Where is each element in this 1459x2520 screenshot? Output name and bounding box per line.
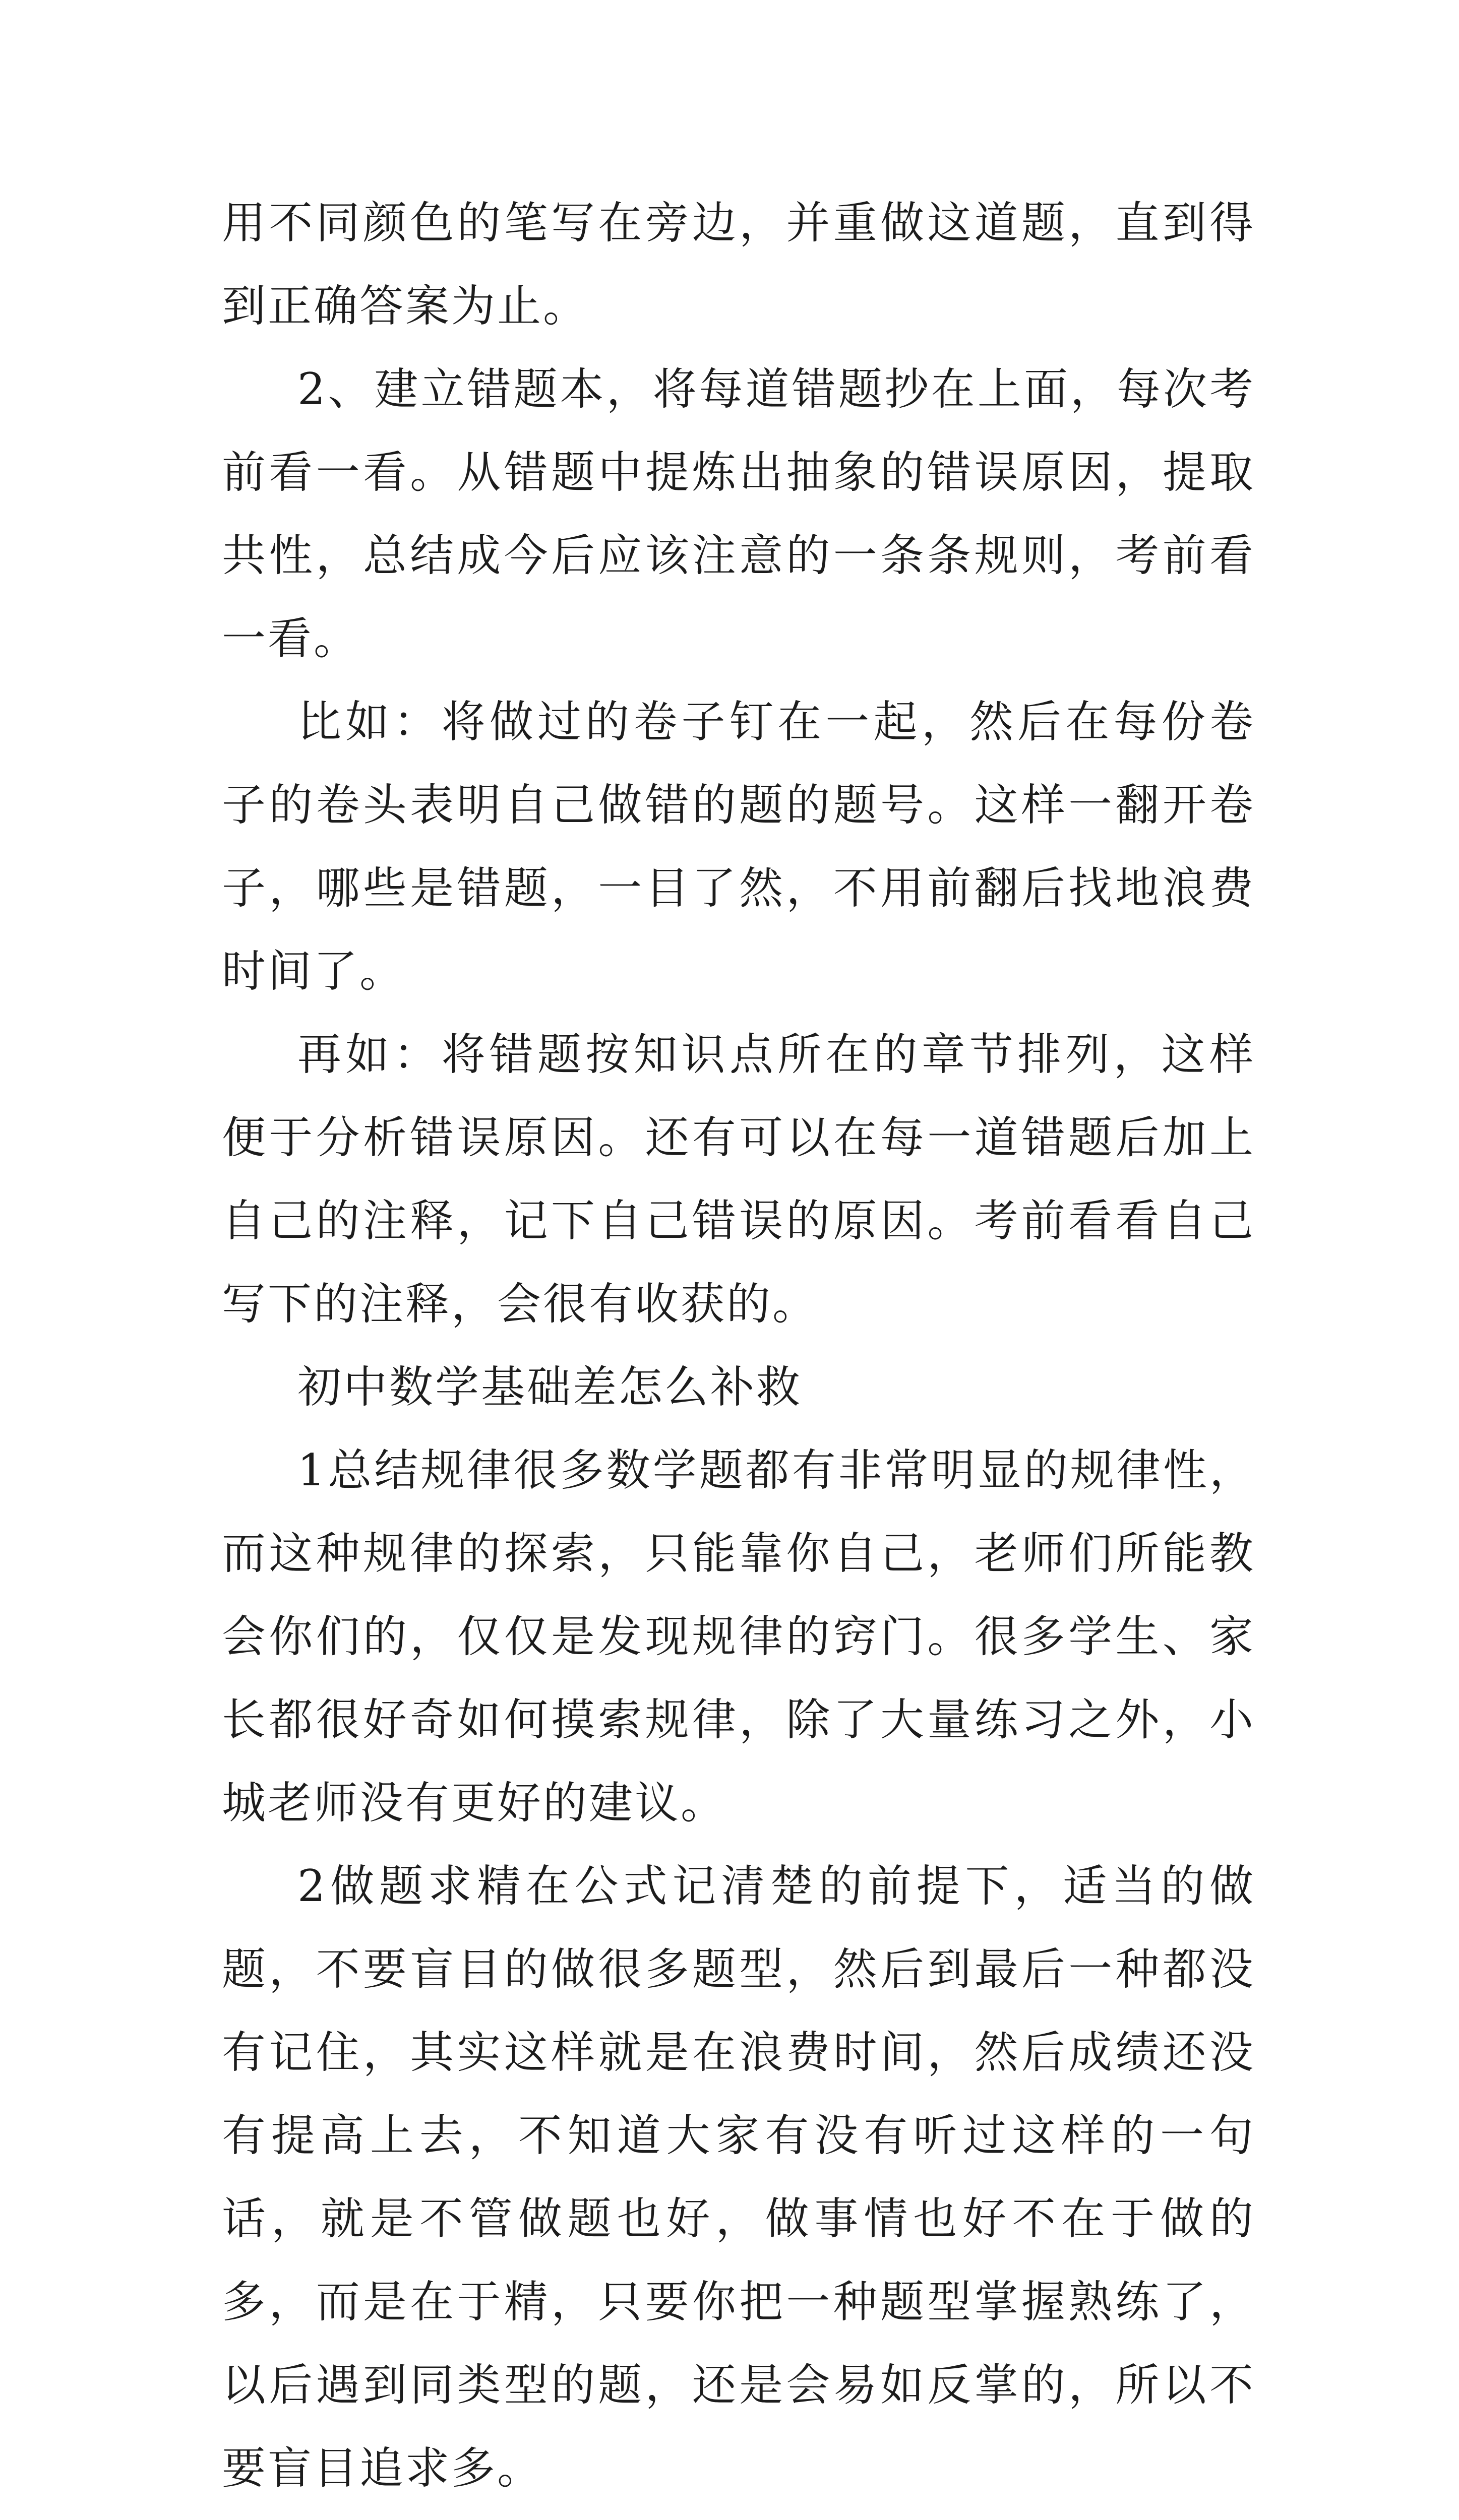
section-heading: 初中数学基础差怎么补救 bbox=[297, 1361, 802, 1413]
paragraph-tip-1: 1总结规律很多数学题都有非常明显的规律性，而这种规律的探索，只能靠你自己，老师们所能教会你们的，仅仅是发现规律的窍门。很多学生、家长都很好奇如何摸索规律，除了大量练习之外，小城老师没有更好的建议。 bbox=[222, 1444, 1255, 1829]
paragraph-error-notebook: 2、建立错题本，将每道错题抄在上面，每次考前看一看。从错题中提炼出抽象的错误原因，提取共性，总结成今后应该注意的一条条规则，考前看一看。 bbox=[222, 363, 1255, 664]
document-body bbox=[222, 181, 1255, 2520]
paragraph-example-2: 再如：将错题按知识点所在的章节排列，这样便于分析错误原因。还有可以在每一道错题后加上自己的注释，记下自己错误的原因。考前看看自己写下的注释，会很有收获的。 bbox=[222, 1029, 1255, 1330]
paragraph-tip-3 bbox=[222, 2510, 1255, 2520]
paragraph-continuation: 用不同颜色的笔写在旁边，并重做这道题，直到得到正确答案为止。 bbox=[222, 197, 1255, 332]
paragraph-tip-2: 2做题求精在公式记清楚的前提下，适当的做题，不要盲目的做很多题型，然后到最后一种都没有记住，其实这样就是在浪费时间，然后成绩还没有提高上去，不知道大家有没有听过这样的一句话，就是不管做题也好，做事情也好不在于做的多，而是在于精，只要你把一种题型掌握熟练了，以后遇到同类型的题，还是会易如反掌的，所以不要盲目追求多。 bbox=[222, 1860, 1255, 2494]
paragraph-example-1: 比如：将做过的卷子钉在一起，然后在每份卷子的卷头表明自己做错的题的题号。这样一翻开卷子，哪些是错题，一目了然，不用前翻后找地浪费时间了。 bbox=[222, 696, 1255, 997]
